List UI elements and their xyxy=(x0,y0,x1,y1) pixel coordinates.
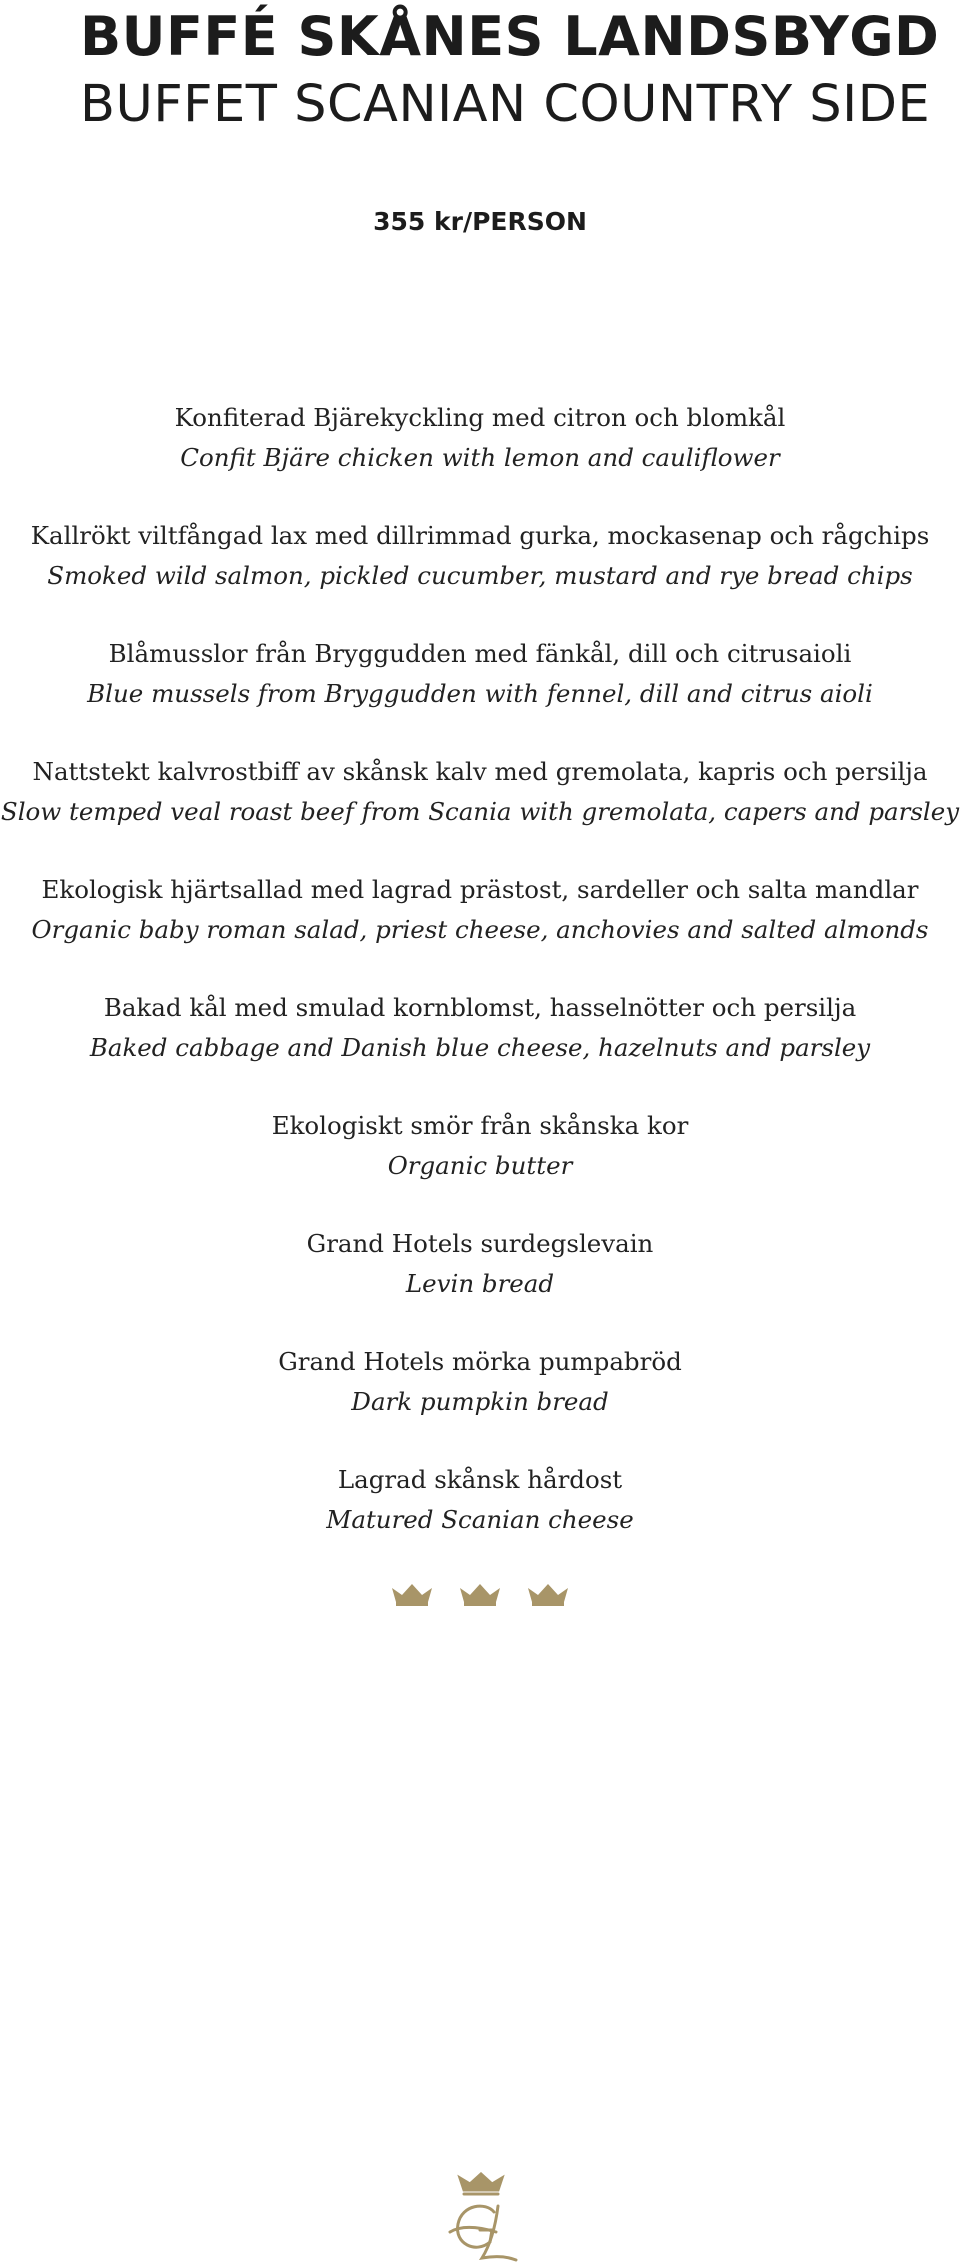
menu-item-swedish: Ekologisk hjärtsallad med lagrad prästost, sardeller och salta mandlar xyxy=(41,875,919,904)
menu-item-swedish: Ekologiskt smör från skånska kor xyxy=(271,1111,689,1140)
menu-item-english: Levin bread xyxy=(405,1269,555,1298)
menu-item xyxy=(0,1224,960,1342)
menu-item-english: Baked cabbage and Danish blue cheese, hazelnuts and parsley xyxy=(89,1033,871,1062)
menu-item-english: Organic butter xyxy=(387,1151,573,1180)
menu-item xyxy=(0,398,960,516)
menu-item xyxy=(0,752,960,870)
menu-item-english: Dark pumpkin bread xyxy=(351,1387,609,1416)
title-swedish: BUFFÉ SKÅNES LANDSBYGD xyxy=(80,5,940,68)
menu-item-swedish: Bakad kål med smulad kornblomst, hasselnötter och persilja xyxy=(103,993,857,1022)
menu-item-english: Organic baby roman salad, priest cheese, anchovies and salted almonds xyxy=(31,915,929,944)
menu-item xyxy=(0,870,960,988)
menu-item xyxy=(0,988,960,1106)
menu-item-swedish: Grand Hotels mörka pumpabröd xyxy=(278,1347,682,1376)
crowns-graphic xyxy=(392,1582,568,1606)
menu-item-english: Blue mussels from Bryggudden with fennel, dill and citrus aioli xyxy=(87,679,873,708)
menu-list xyxy=(0,398,960,1578)
menu-item-swedish: Grand Hotels surdegslevain xyxy=(306,1229,654,1258)
menu-item-swedish: Nattstekt kalvrostbiff av skånsk kalv med gremolata, kapris och persilja xyxy=(32,757,928,786)
menu-item-swedish: Kallrökt viltfångad lax med dillrimmad gurka, mockasenap och rågchips xyxy=(30,521,930,550)
menu-item xyxy=(0,1460,960,1578)
grand-hotel-monogram-icon xyxy=(436,2172,526,2264)
menu-item xyxy=(0,1342,960,1460)
menu-item xyxy=(0,634,960,752)
title-english: BUFFET SCANIAN COUNTRY SIDE xyxy=(80,75,931,134)
menu-item xyxy=(0,516,960,634)
menu-item-swedish: Lagrad skånsk hårdost xyxy=(337,1465,623,1494)
menu-item-english: Smoked wild salmon, pickled cucumber, mustard and rye bread chips xyxy=(47,561,913,590)
price-per-person: 355 kr/PERSON xyxy=(373,207,587,236)
menu-item-english: Slow temped veal roast beef from Scania with gremolata, capers and parsley xyxy=(0,797,960,826)
menu-item-swedish: Konfiterad Bjärekyckling med citron och blomkål xyxy=(174,403,786,432)
menu-item xyxy=(0,1106,960,1224)
menu-item-english: Confit Bjäre chicken with lemon and cauliflower xyxy=(180,443,780,472)
three-crowns-icon xyxy=(0,1582,960,1611)
menu-item-swedish: Blåmusslor från Bryggudden med fänkål, dill och citrusaioli xyxy=(108,639,852,668)
menu-item-english: Matured Scanian cheese xyxy=(326,1505,634,1534)
